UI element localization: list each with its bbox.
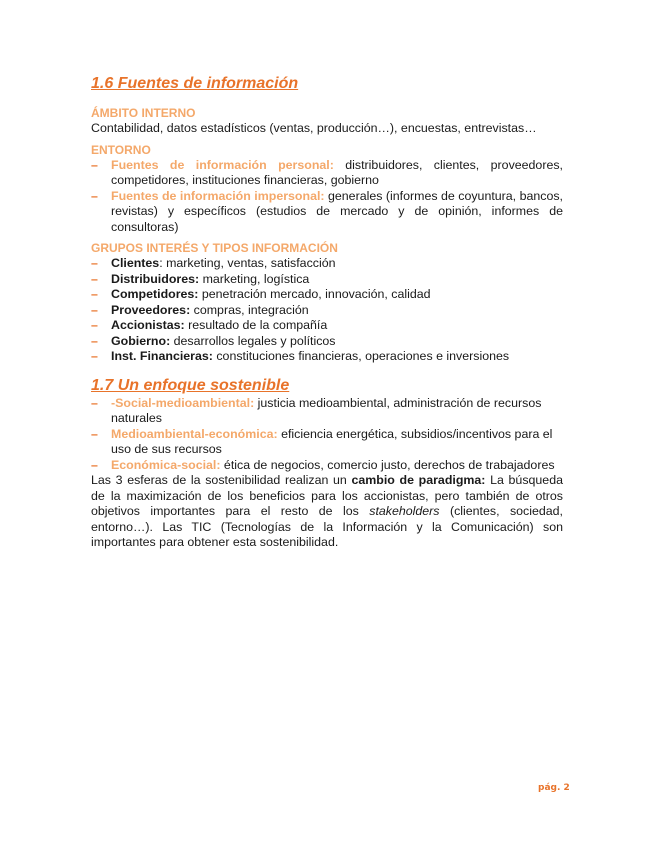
list-item — [91, 427, 563, 458]
item-text: generales (informes de coyuntura, bancos, revistas) y específicos (estudios de mercado y de opinión, informes de consultoras) — [111, 188, 563, 234]
section-title-1-6: 1.6 Fuentes de información — [91, 75, 299, 92]
para-text: (clientes, sociedad, entorno…). Las TIC (Tecnologías de la Información y la Comunicación) son importantes para obtener esta sostenibilidad. — [91, 504, 563, 549]
item-label: Clientes — [111, 256, 160, 270]
item-text: marketing, logística — [199, 271, 310, 286]
list-item — [91, 334, 563, 350]
page-number: pág. 2 — [538, 783, 570, 793]
heading-grupos-interes: GRUPOS INTERÉS Y TIPOS INFORMACIÓN — [91, 241, 338, 255]
sostenibilidad-paragraph — [91, 473, 563, 551]
item-label: Económica-social: — [111, 457, 221, 472]
item-label: Medioambiental-económica: — [111, 426, 278, 441]
item-label: Gobierno: — [111, 333, 171, 348]
item-label: Inst. Financieras: — [111, 349, 213, 363]
list-item — [91, 158, 563, 189]
item-label: -Social-medioambiental: — [111, 395, 255, 410]
page-content — [91, 74, 563, 551]
para-text: La búsqueda de la maximización de los beneficios para los accionistas, pero también de otros objetivos importantes para el resto de los — [91, 473, 563, 518]
item-label: Proveedores: — [111, 302, 191, 317]
para-italic-text: stakeholders — [369, 504, 440, 518]
list-item — [91, 396, 563, 427]
item-text: desarrollos legales y políticos — [170, 333, 336, 348]
heading-entorno: ENTORNO — [91, 142, 151, 157]
item-text: ética de negocios, comercio justo, derechos de trabajadores — [220, 457, 555, 472]
para-bold-text: cambio de paradigma: — [351, 473, 486, 487]
grupos-list — [91, 256, 563, 365]
item-text: justicia medioambiental, administración de recursos naturales — [111, 395, 542, 425]
item-text: distribuidores, clientes, proveedores, competidores, instituciones financieras, gobierno — [111, 157, 563, 187]
item-text: constituciones financieras, operaciones e inversiones — [212, 349, 510, 363]
list-item — [91, 318, 563, 334]
ambito-interno-text: Contabilidad, datos estadísticos (ventas, producción…), encuestas, entrevistas… — [91, 121, 537, 135]
item-text: eficiencia energética, subsidios/incentivos para el uso de sus recursos — [111, 426, 553, 456]
list-item — [91, 287, 563, 303]
list-item — [91, 303, 563, 319]
item-text: resultado de la compañía — [184, 318, 328, 332]
item-text: compras, integración — [190, 302, 309, 317]
entorno-list — [91, 158, 563, 236]
item-label: Distribuidores: — [111, 271, 200, 286]
item-label: Accionistas: — [111, 318, 185, 332]
item-text: penetración mercado, innovación, calidad — [198, 287, 431, 301]
item-text: : marketing, ventas, satisfacción — [159, 256, 336, 270]
list-item — [91, 189, 563, 236]
para-text: Las 3 esferas de la sostenibilidad realizan un — [91, 473, 352, 487]
item-label: Fuentes de información impersonal: — [111, 188, 325, 203]
section-title-1-7: 1.7 Un enfoque sostenible — [91, 376, 290, 394]
list-item — [91, 349, 563, 365]
list-item — [91, 256, 563, 272]
item-label: Fuentes de información personal: — [111, 157, 334, 172]
sostenible-list — [91, 396, 563, 474]
heading-ambito-interno: ÁMBITO INTERNO — [91, 106, 196, 120]
item-label: Competidores: — [111, 287, 199, 301]
list-item — [91, 458, 563, 474]
list-item — [91, 272, 563, 288]
